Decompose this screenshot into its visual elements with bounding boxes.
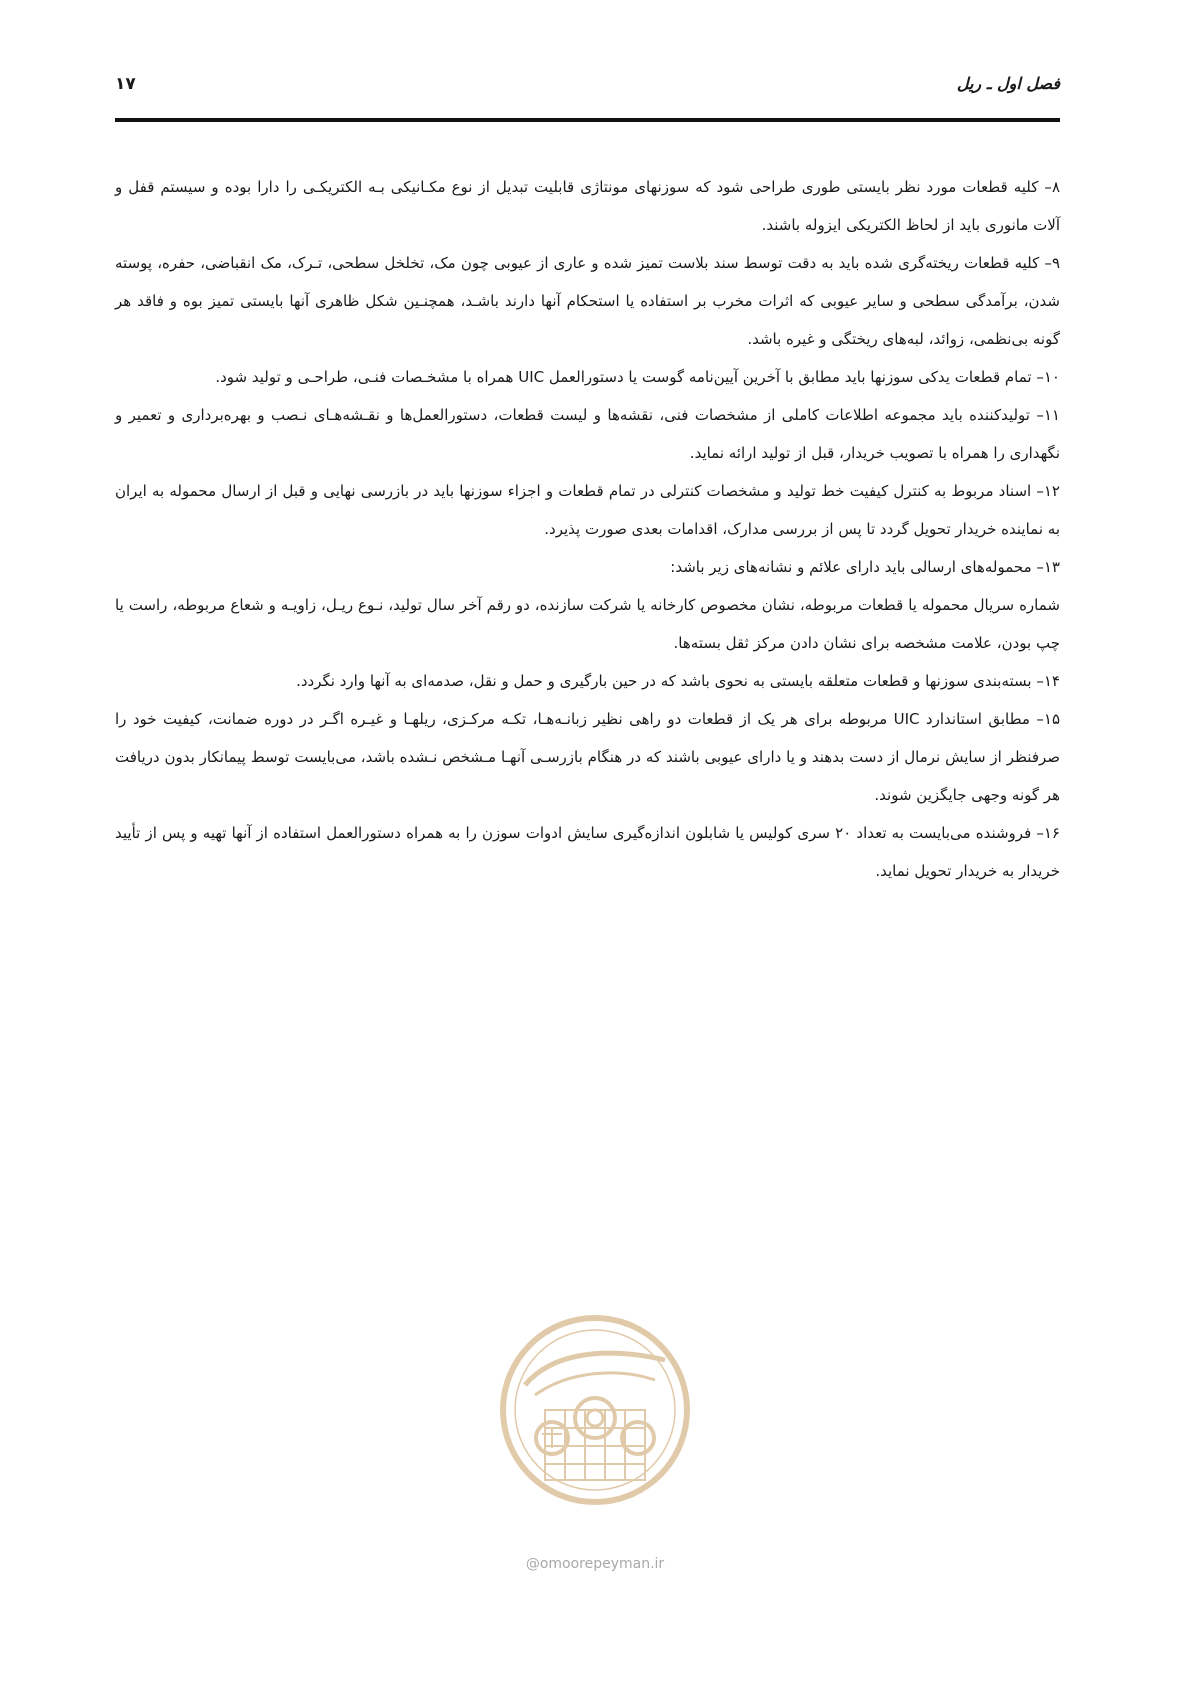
paragraph-16: ۱۶– فروشنده می‌بایست به تعداد ۲۰ سری کولیس یا شابلون اندازه‌گیری سایش ادوات سوزن را به همراه دستورالعمل استفاده از آنها تهیه و پس از تأیید خریدار به خریدار تحویل نماید. [115, 824, 1060, 880]
paragraph-9: ۹– کلیه قطعات ریخته‌گری شده باید به دقت توسط سند بلاست تمیز شده و عاری از عیوبی چون مک، تخلخل سطحی، تـرک، مک انقباضی، حفره، پوسته شدن، برآمدگی سطحی و سایر عیوبی که اثرات مخرب بر استفاده یا استحکام آنها دارند باشـد، همچنـین شکل ظاهری آنها بایستی تمیز بوه و فاقد هر گونه بی‌نظمی، زوائد، لبه‌های ریختگی و غیره باشد. [115, 254, 1060, 348]
document-body [115, 168, 1060, 890]
paragraph-8: ۸– کلیه قطعات مورد نظر بایستی طوری طراحی شود که سوزنهای مونتاژی قابلیت تبدیل از نوع مکـانیکی بـه الکتریکـی را دارا بوده و سیستم قفل و آلات مانوری باید از لحاظ الکتریکی ایزوله باشند. [115, 178, 1060, 234]
paragraph-13-details: شماره سریال محموله یا قطعات مربوطه، نشان مخصوص کارخانه یا شرکت سازنده، دو رقم آخر سال تولید، نـوع ریـل، زاویـه و شعاع مربوطه، راست یا چپ بودن، علامت مشخصه برای نشان دادن مرکز ثقل بسته‌ها. [115, 596, 1060, 652]
paragraph-14: ۱۴– بسته‌بندی سوزنها و قطعات متعلقه بایستی به نحوی باشد که در حین بارگیری و حمل و نقل، صدمه‌ای به آنها وارد نگردد. [296, 672, 1060, 690]
header-rule [115, 118, 1060, 122]
watermark-url: @omoorepeyman.ir [525, 1556, 665, 1572]
paragraph-12: ۱۲– اسناد مربوط به کنترل کیفیت خط تولید و مشخصات کنترلی در تمام قطعات و اجزاء سوزنها باید در بازرسی نهایی و قبل از ارسال محموله به ایران به نماینده خریدار تحویل گردد تا پس از بررسی مدارک، اقدامات بعدی صورت پذیرد. [115, 482, 1060, 538]
paragraph-15: ۱۵– مطابق استاندارد UIC مربوطه برای هر یک از قطعات دو راهی نظیر زبانـه‌هـا، تکـه مرکـزی، ریلهـا و غیـره اگـر در دوره ضمانت، کیفیت خود را صرفنظر از سایش نرمال از دست بدهند و یا دارای عیوبی باشند که در هنگام بازرسـی آنهـا مـشخص نـشده باشد، می‌بایست توسط پیمانکار بدون دریافت هر گونه وجهی جایگزین شوند. [115, 710, 1061, 804]
page-number: ۱۷ [115, 74, 136, 94]
paragraph-11: ۱۱– تولیدکننده باید مجموعه اطلاعات کاملی از مشخصات فنی، نقشه‌ها و لیست قطعات، دستورالعمل‌ها و نقـشه‌هـای نـصب و بهره‌برداری و تعمیر و نگهداری را همراه با تصویب خریدار، قبل از تولید ارائه نماید. [115, 406, 1060, 462]
watermark-logo [490, 1300, 700, 1590]
paragraph-13: ۱۳– محموله‌های ارسالی باید دارای علائم و نشانه‌های زیر باشد: [670, 558, 1060, 576]
paragraph-10: ۱۰– تمام قطعات یدکی سوزنها باید مطابق با آخرین آیین‌نامه گوست یا دستورالعمل UIC همراه با مشخـصات فنـی، طراحـی و تولید شود. [215, 368, 1060, 386]
watermark-seal-icon [490, 1300, 700, 1550]
chapter-title: فصل اول ـ ریل [956, 74, 1060, 93]
page-header [115, 70, 1060, 100]
